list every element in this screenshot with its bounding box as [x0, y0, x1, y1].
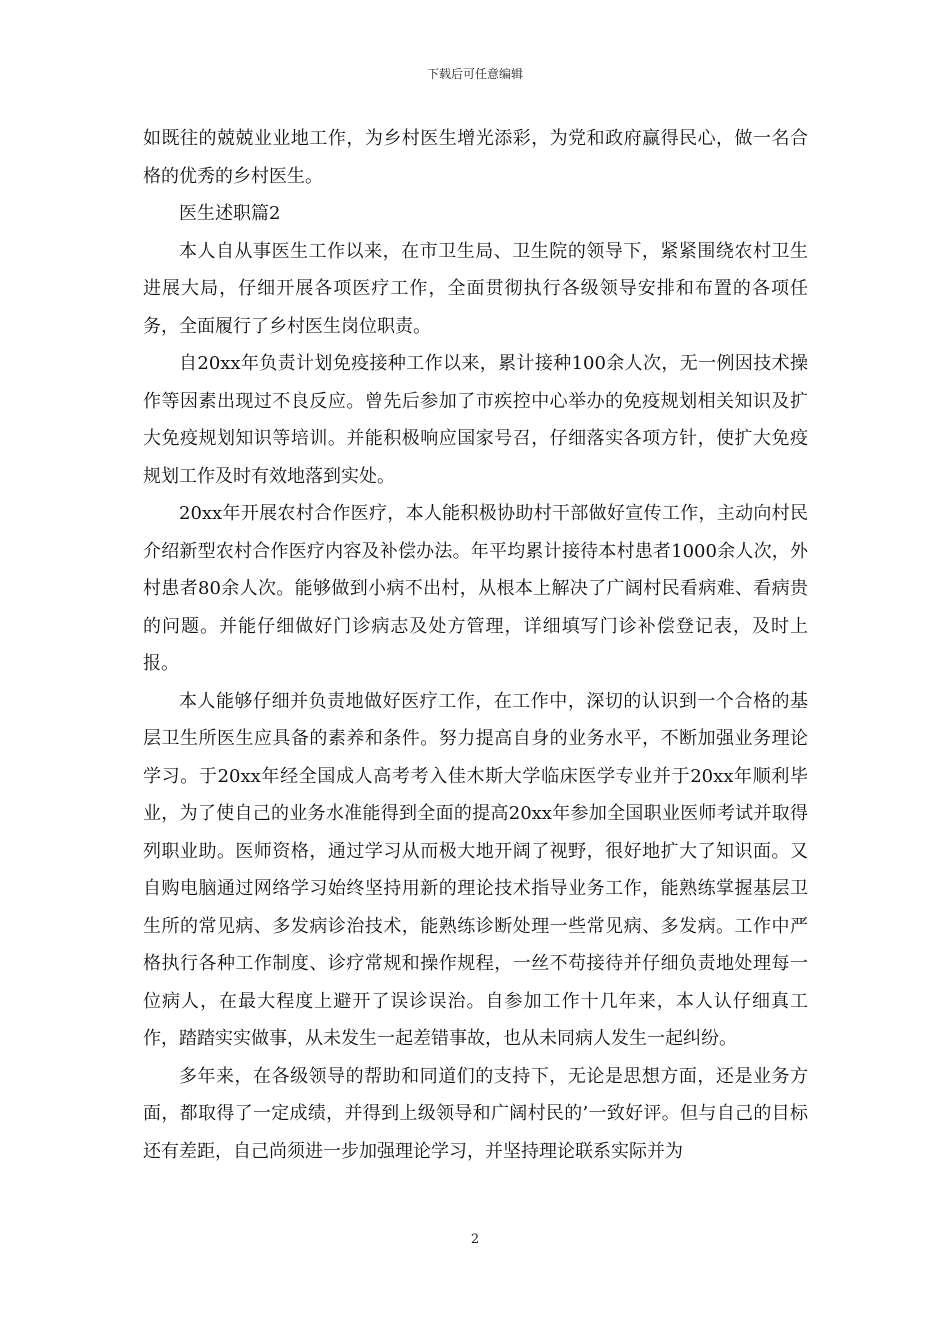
paragraph: 自20xx年负责计划免疫接种工作以来，累计接种100余人次，无一例因技术操作等因素出现过不良反应。曾先后参加了市疾控中心举办的免疫规划相关知识及扩大免疫规划知识等培训。并能积极响应国家号召，仔细落实各项方针，使扩大免疫规划工作及时有效地落到实处。	[143, 353, 808, 487]
paragraph: 本人自从事医生工作以来，在市卫生局、卫生院的领导下，紧紧围绕农村卫生进展大局，仔细开展各项医疗工作，全面贯彻执行各级领导安排和布置的各项任务，全面履行了乡村医生岗位职责。	[143, 240, 808, 337]
paragraph-continuation: 如既往的兢兢业业地工作，为乡村医生增光添彩，为党和政府赢得民心，做一名合格的优秀的乡村医生。	[143, 128, 808, 187]
page-header: 下载后可任意编辑	[426, 67, 523, 81]
paragraph: 20xx年开展农村合作医疗，本人能积极协助村干部做好宣传工作，主动向村民介绍新型农村合作医疗内容及补偿办法。年平均累计接待本村患者1000余人次，外村患者80余人次。能够做到小病不出村，从根本上解决了广阔村民看病难、看病贵的问题。并能仔细做好门诊病志及处方管理，详细填写门诊补偿登记表，及时上报。	[143, 503, 808, 674]
paragraph: 本人能够仔细并负责地做好医疗工作，在工作中，深切的认识到一个合格的基层卫生所医生应具备的素养和条件。努力提高自身的业务水平，不断加强业务理论学习。于20xx年经全国成人高考考入佳木斯大学临床医学专业并于20xx年顺利毕业，为了使自己的业务水准能得到全面的提高20xx年参加全国职业医师考试并取得列职业助。医师资格，通过学习从而极大地开阔了视野，很好地扩大了知识面。又自购电脑通过网络学习始终坚持用新的理论技术指导业务工作，能熟练掌握基层卫生所的常见病、多发病诊治技术，能熟练诊断处理一些常见病、多发病。工作中严格执行各种工作制度、诊疗常规和操作规程，一丝不苟接待并仔细负责地处理每一位病人，在最大程度上避开了误诊误治。自参加工作十几年来，本人认仔细真工作，踏踏实实做事，从未发生一起差错事故，也从未同病人发生一起纠纷。	[143, 690, 808, 1049]
document-body	[143, 120, 808, 1170]
section-heading: 医生述职篇2	[179, 203, 281, 224]
paragraph: 多年来，在各级领导的帮助和同道们的支持下，无论是思想方面，还是业务方面，都取得了一定成绩，并得到上级领导和广阔村民的’一致好评。但与自己的目标还有差距，自己尚须进一步加强理论学习，并坚持理论联系实际并为	[143, 1065, 808, 1162]
page-number: 2	[470, 1232, 480, 1247]
